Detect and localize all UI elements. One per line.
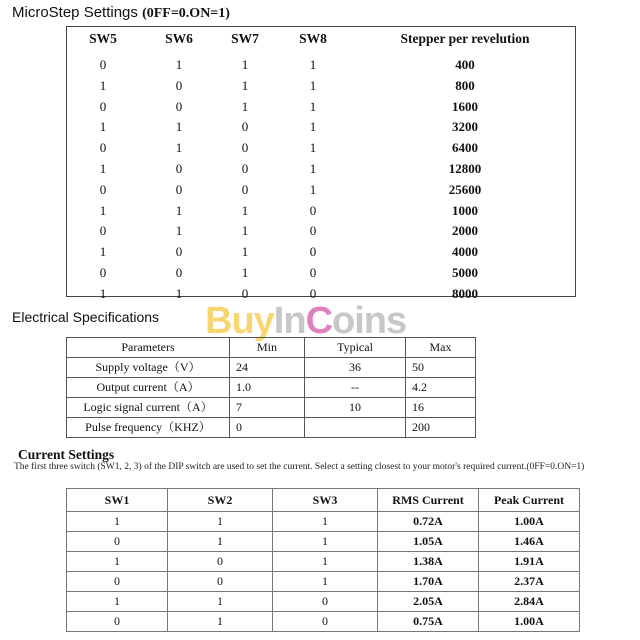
switch-cell: 1 bbox=[273, 552, 378, 572]
switch-cell: 1 bbox=[241, 77, 249, 93]
current-value-cell: 1.91A bbox=[479, 552, 580, 572]
switch-cell: 1 bbox=[175, 285, 183, 301]
switch-cell: 0 bbox=[273, 612, 378, 632]
switch-cell: 0 bbox=[99, 140, 107, 156]
switch-cell: 1 bbox=[99, 285, 107, 301]
current-title: Current Settings bbox=[18, 447, 115, 462]
current-value-cell: 1.70A bbox=[378, 572, 479, 592]
header-cell: SW7 bbox=[231, 31, 259, 46]
parameter-cell: Supply voltage（V） bbox=[67, 358, 230, 378]
steps-cell: 1600 bbox=[452, 98, 478, 114]
switch-cell: 1 bbox=[168, 612, 273, 632]
switch-cell: 0 bbox=[309, 223, 317, 239]
header-cell: Typical bbox=[305, 338, 406, 358]
switch-cell: 0 bbox=[99, 265, 107, 280]
switch-cell: 1 bbox=[67, 592, 168, 612]
electrical-header-row bbox=[67, 338, 476, 358]
value-cell: 36 bbox=[305, 358, 406, 378]
steps-cell: 4000 bbox=[452, 244, 478, 260]
microstep-header-row bbox=[67, 29, 575, 49]
current-value-cell: 2.37A bbox=[479, 572, 580, 592]
microstep-row bbox=[67, 263, 575, 283]
switch-cell: 0 bbox=[175, 98, 183, 114]
header-cell: Parameters bbox=[67, 338, 230, 358]
switch-cell: 1 bbox=[99, 202, 107, 218]
switch-cell: 1 bbox=[168, 512, 273, 532]
switch-cell: 0 bbox=[99, 98, 107, 114]
switch-cell: 0 bbox=[168, 572, 273, 592]
switch-cell: 1 bbox=[273, 532, 378, 552]
switch-cell: 1 bbox=[309, 98, 317, 114]
switch-cell: 0 bbox=[99, 181, 107, 197]
current-value-cell: 0.72A bbox=[378, 512, 479, 532]
watermark-part: In bbox=[273, 300, 306, 342]
microstep-title: MicroStep Settings bbox=[12, 4, 138, 21]
electrical-title: Electrical Specifications bbox=[12, 309, 160, 325]
switch-cell: 1 bbox=[273, 512, 378, 532]
switch-cell: 1 bbox=[309, 140, 317, 156]
switch-cell: 0 bbox=[67, 612, 168, 632]
switch-cell: 1 bbox=[309, 181, 317, 197]
current-row bbox=[67, 592, 580, 612]
steps-cell: 25600 bbox=[448, 181, 482, 197]
current-row bbox=[67, 532, 580, 552]
switch-cell: 1 bbox=[309, 77, 317, 93]
microstep-row bbox=[67, 55, 575, 75]
switch-cell: 0 bbox=[99, 57, 107, 72]
electrical-row bbox=[67, 358, 476, 378]
current-row bbox=[67, 572, 580, 592]
steps-cell: 400 bbox=[455, 57, 475, 72]
steps-cell: 800 bbox=[455, 77, 475, 93]
switch-cell: 1 bbox=[241, 57, 249, 72]
switch-cell: 0 bbox=[273, 592, 378, 612]
microstep-row bbox=[67, 180, 575, 200]
value-cell: 24 bbox=[230, 358, 305, 378]
switch-cell: 0 bbox=[175, 161, 183, 176]
switch-cell: 0 bbox=[241, 285, 249, 301]
switch-cell: 0 bbox=[241, 161, 249, 176]
microstep-note: (0FF=0.ON=1) bbox=[142, 6, 230, 21]
switch-cell: 1 bbox=[99, 77, 107, 93]
microstep-row bbox=[67, 201, 575, 221]
current-row bbox=[67, 612, 580, 632]
switch-cell: 1 bbox=[241, 223, 249, 239]
switch-cell: 1 bbox=[241, 98, 249, 114]
electrical-table bbox=[66, 337, 476, 438]
electrical-row bbox=[67, 378, 476, 398]
switch-cell: 0 bbox=[309, 285, 317, 301]
value-cell: 0 bbox=[230, 418, 305, 438]
value-cell: 50 bbox=[406, 358, 476, 378]
current-header-row bbox=[67, 489, 580, 512]
header-cell: Max bbox=[406, 338, 476, 358]
switch-cell: 1 bbox=[241, 202, 249, 218]
steps-cell: 12800 bbox=[448, 161, 482, 176]
switch-cell: 0 bbox=[175, 181, 183, 197]
current-value-cell: 1.00A bbox=[479, 612, 580, 632]
parameter-cell: Output current（A） bbox=[67, 378, 230, 398]
microstep-row bbox=[67, 221, 575, 241]
switch-cell: 1 bbox=[175, 119, 183, 135]
switch-cell: 0 bbox=[309, 202, 317, 218]
current-row bbox=[67, 552, 580, 572]
switch-cell: 1 bbox=[168, 532, 273, 552]
header-cell: SW3 bbox=[273, 489, 378, 512]
switch-cell: 0 bbox=[309, 244, 317, 260]
current-description: The first three switch (SW1, 2, 3) of the DIP switch are used to set the current. Select a setting closest to your motor's required current.(0FF=0.ON=1) bbox=[14, 462, 585, 472]
header-cell: Peak Current bbox=[479, 489, 580, 512]
header-cell: SW5 bbox=[89, 31, 117, 46]
current-row bbox=[67, 512, 580, 532]
steps-cell: 5000 bbox=[452, 265, 478, 280]
header-cell: RMS Current bbox=[378, 489, 479, 512]
switch-cell: 0 bbox=[241, 119, 249, 135]
microstep-row bbox=[67, 97, 575, 117]
switch-cell: 0 bbox=[168, 552, 273, 572]
value-cell: 4.2 bbox=[406, 378, 476, 398]
watermark-part: Buy bbox=[205, 300, 274, 342]
value-cell: 16 bbox=[406, 398, 476, 418]
switch-cell: 0 bbox=[99, 223, 107, 239]
switch-cell: 1 bbox=[67, 552, 168, 572]
watermark-part: C bbox=[305, 300, 333, 342]
current-value-cell: 1.46A bbox=[479, 532, 580, 552]
header-cell: SW8 bbox=[299, 31, 327, 46]
switch-cell: 1 bbox=[175, 223, 183, 239]
value-cell bbox=[305, 418, 406, 438]
header-cell: Stepper per revelution bbox=[400, 31, 530, 46]
microstep-row bbox=[67, 242, 575, 262]
switch-cell: 1 bbox=[175, 140, 183, 156]
electrical-row bbox=[67, 398, 476, 418]
current-value-cell: 2.84A bbox=[479, 592, 580, 612]
switch-cell: 0 bbox=[175, 77, 183, 93]
switch-cell: 1 bbox=[67, 512, 168, 532]
value-cell: -- bbox=[305, 378, 406, 398]
steps-cell: 1000 bbox=[452, 202, 478, 218]
steps-cell: 2000 bbox=[452, 223, 478, 239]
switch-cell: 0 bbox=[175, 244, 183, 260]
switch-cell: 1 bbox=[99, 119, 107, 135]
current-value-cell: 2.05A bbox=[378, 592, 479, 612]
switch-cell: 1 bbox=[241, 244, 249, 260]
header-cell: SW1 bbox=[67, 489, 168, 512]
electrical-row bbox=[67, 418, 476, 438]
current-value-cell: 1.00A bbox=[479, 512, 580, 532]
switch-cell: 0 bbox=[241, 181, 249, 197]
switch-cell: 0 bbox=[67, 572, 168, 592]
microstep-heading bbox=[12, 4, 230, 22]
parameter-cell: Logic signal current（A） bbox=[67, 398, 230, 418]
switch-cell: 1 bbox=[175, 202, 183, 218]
microstep-row bbox=[67, 159, 575, 179]
switch-cell: 0 bbox=[309, 265, 317, 280]
steps-cell: 3200 bbox=[452, 119, 478, 135]
header-cell: SW6 bbox=[165, 31, 193, 46]
switch-cell: 1 bbox=[309, 161, 317, 176]
switch-cell: 0 bbox=[67, 532, 168, 552]
switch-cell: 0 bbox=[175, 265, 183, 280]
switch-cell: 1 bbox=[99, 244, 107, 260]
parameter-cell: Pulse frequency（KHZ） bbox=[67, 418, 230, 438]
microstep-row bbox=[67, 117, 575, 137]
steps-cell: 6400 bbox=[452, 140, 478, 156]
header-cell: SW2 bbox=[168, 489, 273, 512]
switch-cell: 1 bbox=[309, 57, 317, 72]
current-value-cell: 1.05A bbox=[378, 532, 479, 552]
watermark-part: oins bbox=[332, 300, 407, 342]
microstep-table bbox=[66, 26, 576, 301]
value-cell: 7 bbox=[230, 398, 305, 418]
switch-cell: 1 bbox=[273, 572, 378, 592]
microstep-row bbox=[67, 138, 575, 158]
switch-cell: 1 bbox=[99, 161, 107, 176]
current-table bbox=[66, 488, 580, 632]
value-cell: 200 bbox=[406, 418, 476, 438]
current-value-cell: 1.38A bbox=[378, 552, 479, 572]
switch-cell: 1 bbox=[241, 265, 249, 280]
switch-cell: 1 bbox=[309, 119, 317, 135]
value-cell: 10 bbox=[305, 398, 406, 418]
current-value-cell: 0.75A bbox=[378, 612, 479, 632]
value-cell: 1.0 bbox=[230, 378, 305, 398]
steps-cell: 8000 bbox=[452, 285, 478, 301]
header-cell: Min bbox=[230, 338, 305, 358]
switch-cell: 1 bbox=[168, 592, 273, 612]
microstep-row bbox=[67, 76, 575, 96]
switch-cell: 1 bbox=[175, 57, 183, 72]
switch-cell: 0 bbox=[241, 140, 249, 156]
